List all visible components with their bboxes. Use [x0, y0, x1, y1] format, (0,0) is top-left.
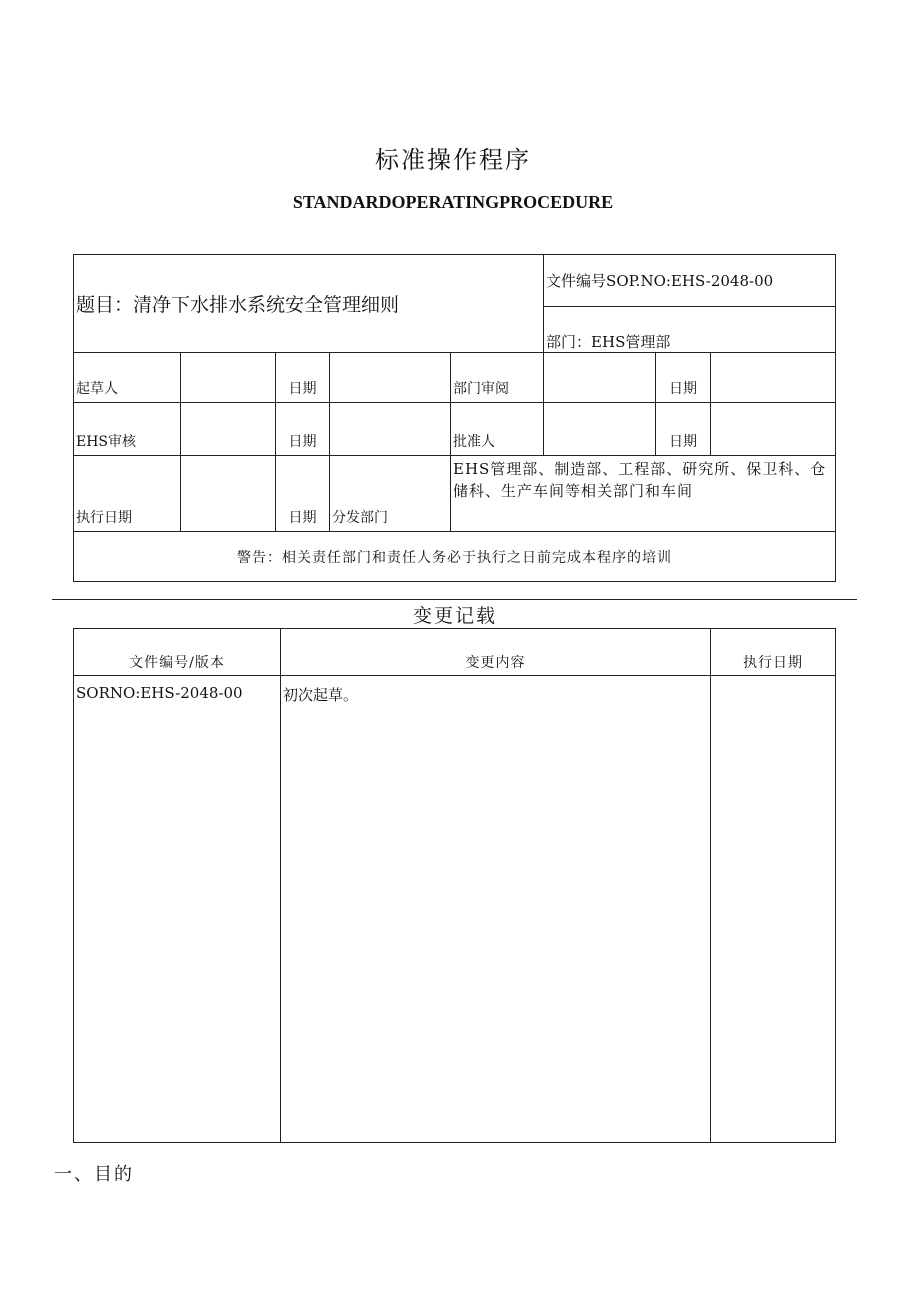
date-label: 日期 — [656, 353, 711, 403]
table-row — [74, 676, 836, 1143]
page-title: 标准操作程序 — [375, 146, 531, 174]
change-record-table — [73, 628, 836, 1143]
drafter-value — [181, 353, 276, 403]
subject-cell: 题目：清净下水排水系统安全管理细则 — [74, 255, 544, 353]
draft-date-value — [330, 353, 451, 403]
section-divider — [52, 599, 857, 600]
document-info-table — [73, 254, 836, 582]
review-date-value — [711, 353, 836, 403]
dept-review-value — [544, 353, 656, 403]
date-label: 日期 — [276, 456, 330, 532]
page-subtitle: STANDARDOPERATINGPROCEDURE — [292, 192, 614, 212]
approver-label: 批准人 — [451, 403, 544, 456]
drafter-label: 起草人 — [74, 353, 181, 403]
column-header-version: 文件编号/版本 — [74, 629, 281, 676]
date-label: 日期 — [656, 403, 711, 456]
change-record-title: 变更记载 — [412, 605, 497, 627]
ehs-review-label: EHS审核 — [74, 403, 181, 456]
effective-date-value — [181, 456, 276, 532]
row-date — [711, 676, 836, 1143]
row-content: 初次起草。 — [281, 676, 711, 1143]
column-header-content: 变更内容 — [281, 629, 711, 676]
ehs-review-date-value — [330, 403, 451, 456]
approve-date-value — [711, 403, 836, 456]
date-label: 日期 — [276, 403, 330, 456]
section-heading-purpose: 一、目的 — [54, 1164, 134, 1185]
dept-review-label: 部门审阅 — [451, 353, 544, 403]
date-label: 日期 — [276, 353, 330, 403]
approver-value — [544, 403, 656, 456]
distribution-label: 分发部门 — [330, 456, 451, 532]
row-version: SORNO:EHS-2048-00 — [74, 676, 281, 1143]
training-warning: 警告：相关责任部门和责任人务必于执行之日前完成本程序的培训 — [74, 532, 836, 582]
effective-date-label: 执行日期 — [74, 456, 181, 532]
doc-number: 文件编号SOP.NO:EHS-2048-00 — [544, 255, 836, 307]
distribution-departments: EHS管理部、制造部、工程部、研究所、保卫科、仓储科、生产车间等相关部门和车间 — [451, 456, 836, 532]
column-header-date: 执行日期 — [711, 629, 836, 676]
ehs-review-value — [181, 403, 276, 456]
department: 部门：EHS管理部 — [544, 307, 836, 353]
